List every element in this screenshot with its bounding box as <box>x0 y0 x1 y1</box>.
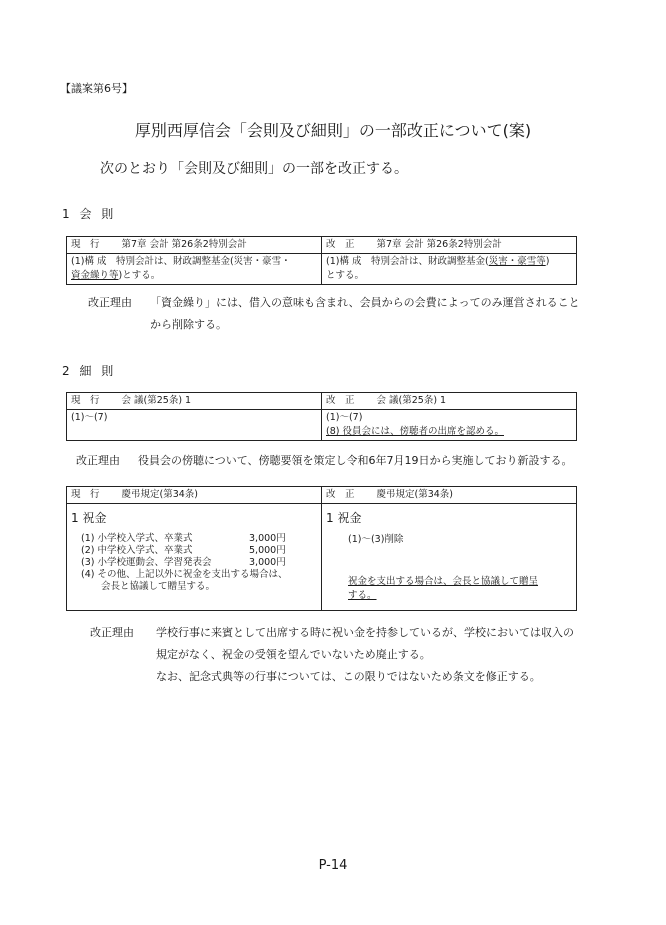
current-article: 第7章 会計 第26条2特別会計 <box>121 239 247 250</box>
gift-item-cont: 会長と協議して贈呈する。 <box>101 581 216 592</box>
section-1-table <box>66 236 577 285</box>
section-2-table-1 <box>66 392 577 441</box>
revised-label: 改 正 <box>326 239 355 250</box>
gift-item: (3) 小学校運動会、学習発表会 3,000円 <box>81 557 286 568</box>
page-number: P-14 <box>318 858 348 873</box>
deleted-term: 資金繰り等 <box>71 270 119 281</box>
reason-label: 改正理由 <box>88 296 132 309</box>
agenda-number: 【議案第6号】 <box>60 82 133 95</box>
reason-line-1: 「資金繰り」には、借入の意味も含まれ、会員からの会費によってのみ運営されること <box>150 296 580 309</box>
revised-header: 改 正 慶弔規定(第34条) <box>322 487 577 504</box>
section-1-reason <box>88 292 588 336</box>
revised-text: (1)～(7) (8) 役員会には、傍聴者の出席を認める。 <box>322 410 577 441</box>
revised-header: 改 正 会 議(第25条) 1 <box>322 393 577 410</box>
section-2-table-2 <box>66 486 577 611</box>
gift-item: (4) その他、上記以外に祝金を支出する場合は、 <box>81 569 288 580</box>
current-header <box>67 237 322 254</box>
revised-text: 1 祝金 (1)～(3)削除 祝金を支出する場合は、会長と協議して贈呈 する。 <box>322 504 577 611</box>
current-text: (1)構 成 特別会計は、財政調整基金(災害・豪雪・ 資金繰り等)とする。 <box>67 254 322 285</box>
section-1-heading: 1 会 則 <box>62 207 117 221</box>
revised-text: (1)構 成 特別会計は、財政調整基金(災害・豪雪等) とする。 <box>322 254 577 285</box>
new-gift-rule-cont: する。 <box>348 590 377 601</box>
revised-term: 災害・豪雪等 <box>488 256 546 267</box>
section-2-reason-1: 改正理由 役員会の傍聴について、傍聴要領を策定し令和6年7月19日から実施しており新設する。 <box>76 454 573 467</box>
new-gift-rule: 祝金を支出する場合は、会長と協議して贈呈 <box>348 576 539 587</box>
current-label: 現 行 <box>71 239 100 250</box>
new-clause: (8) 役員会には、傍聴者の出席を認める。 <box>326 426 504 437</box>
current-text: (1)～(7) <box>67 410 322 441</box>
reason-line-2: から削除する。 <box>150 318 227 331</box>
section-2-heading: 2 細 則 <box>62 364 117 378</box>
revised-article: 第7章 会計 第26条2特別会計 <box>376 239 502 250</box>
gift-item: (2) 中学校入学式、卒業式 5,000円 <box>81 545 286 556</box>
deleted-items: (1)～(3)削除 <box>348 534 404 545</box>
current-header: 現 行 慶弔規定(第34条) <box>67 487 322 504</box>
current-header: 現 行 会 議(第25条) 1 <box>67 393 322 410</box>
section-2-reason-2: 改正理由 学校行事に来賓として出席する時に祝い金を持参しているが、学校においては収入の 規定がなく、祝金の受領を望んでいないため廃止する。 なお、記念式典等の行事については、この限りではないため条文を修正する。 <box>90 626 574 683</box>
revised-header <box>322 237 577 254</box>
current-text: 1 祝金 (1) 小学校入学式、卒業式 3,000円 (2) 中学校入学式、卒業式 5,000円 (3) 小学校運動会、学習発表会 3,000円 (4) その他、上記以外に祝金を支出する場合は、 会長と協議して贈呈する。 <box>67 504 322 611</box>
intro-text: 次のとおり「会則及び細則」の一部を改正する。 <box>100 161 408 177</box>
page-title: 厚別西厚信会「会則及び細則」の一部改正について(案) <box>134 121 532 140</box>
gift-item: (1) 小学校入学式、卒業式 3,000円 <box>81 533 286 544</box>
